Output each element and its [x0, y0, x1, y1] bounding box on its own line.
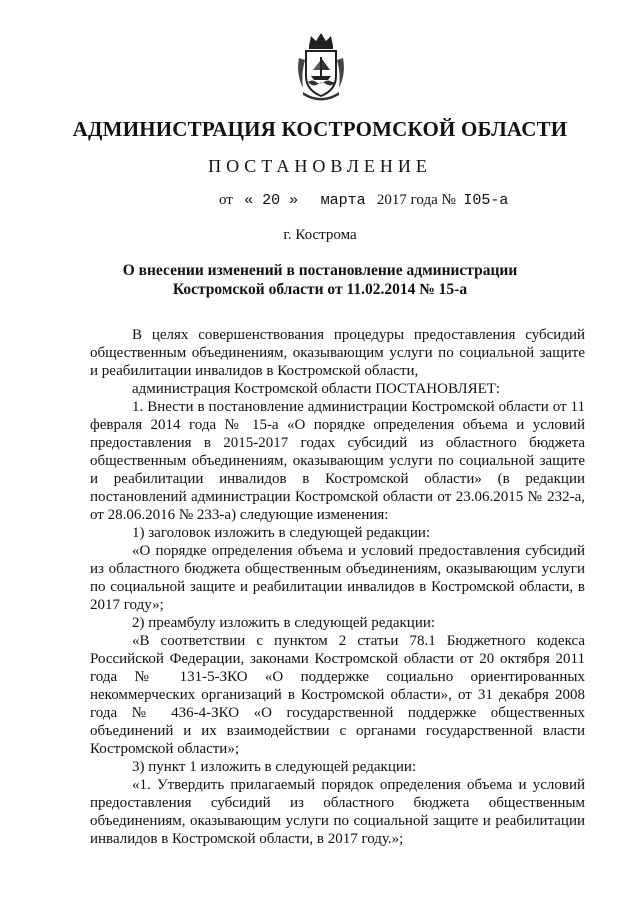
paragraph-resolves: администрация Костромской области ПОСТАНОВЛЯЕТ:: [132, 381, 501, 397]
city-name: г. Кострома: [283, 227, 357, 243]
date-prefix: от: [219, 192, 233, 208]
title-line-2: Костромской области от 11.02.2014 № 15-а: [172, 281, 468, 298]
date-month: марта: [320, 192, 366, 209]
date-year: 2017 года №: [376, 192, 456, 208]
paragraph-quote-2: «В соответствии с пунктом 2 статьи 78.1 Бюджетного кодекса Российской Федерации, законами Костромской области от 20 октября 2011 года № 131-5-ЗКО «О поддержке социально ориентированных некоммерческих организаций в Костромской области», от 31 декабря 2008 года № 436-4-ЗКО «О государственной поддержке общественных объединений и их взаимодействии с органами государственной власти Костромской области»;: [90, 633, 585, 757]
organization-name: АДМИНИСТРАЦИЯ КОСТРОМСКОЙ ОБЛАСТИ: [72, 117, 568, 141]
kostroma-coat-of-arms-icon: [295, 30, 347, 102]
paragraph-quote-1: «О порядке определения объема и условий предоставления субсидий из областного бюджета общественным объединениям, оказывающим услуги по социальной защите и реабилитации инвалидов в Костромской области, в 2017 году»;: [90, 543, 585, 613]
paragraph-preamble: В целях совершенствования процедуры предоставления субсидий общественным объединениям, оказывающим услуги по социальной защите и реабилитации инвалидов в Костромской области,: [90, 327, 585, 379]
document-type: ПОСТАНОВЛЕНИЕ: [208, 156, 432, 176]
document-date-line: [219, 192, 508, 209]
paragraph-quote-3: «1. Утвердить прилагаемый порядок определения объема и условий предоставления субсидий из областного бюджета общественным объединениям, оказывающим услуги по социальной защите и реабилитации инвалидов в Костромской области, в 2017 году.»;: [90, 777, 585, 847]
paragraph-subitem-1: 1) заголовок изложить в следующей редакции:: [132, 525, 431, 541]
document-number: I05-а: [463, 192, 509, 209]
document-body: [90, 326, 585, 848]
date-day: « 20 »: [244, 192, 299, 209]
paragraph-item-1: 1. Внести в постановление администрации Костромской области от 11 февраля 2014 года № 15-а «О порядке определения объема и условий предоставления в 2015-2017 годах субсидий из областного бюджета общественным объединениям, оказывающим услуги по социальной защите и реабилитации инвалидов в Костромской области» (в редакции постановлений администрации Костромской области от 23.06.2015 № 232-а, от 28.06.2016 № 233-а) следующие изменения:: [90, 399, 585, 523]
paragraph-subitem-2: 2) преамбулу изложить в следующей редакции:: [132, 615, 436, 631]
document-title: [0, 261, 640, 299]
paragraph-subitem-3: 3) пункт 1 изложить в следующей редакции:: [132, 759, 417, 775]
title-line-1: О внесении изменений в постановление администрации: [122, 262, 518, 279]
